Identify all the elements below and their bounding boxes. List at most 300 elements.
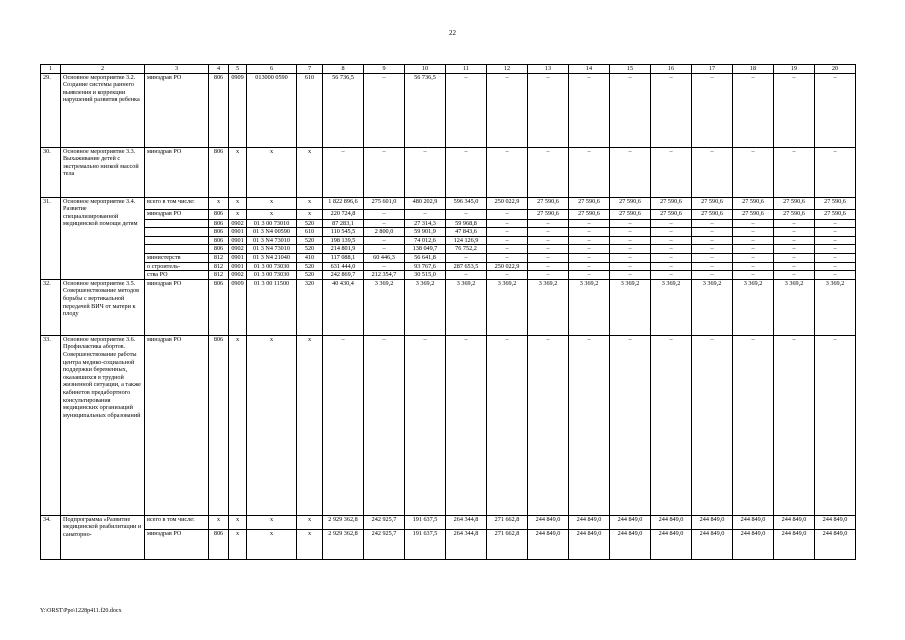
section-code: 0902 <box>229 271 247 280</box>
amount-cell: 244 849,0 <box>774 529 815 559</box>
amount-cell: – <box>528 335 569 515</box>
amount-cell: 30 515,0 <box>405 271 446 280</box>
amount-cell: – <box>815 73 856 147</box>
expense-type-code: 520 <box>297 236 323 245</box>
amount-cell: 40 430,4 <box>323 279 364 335</box>
executor: министерств <box>145 253 209 262</box>
amount-cell: – <box>815 236 856 245</box>
amount-cell: – <box>815 262 856 271</box>
column-number-header <box>41 65 856 74</box>
amount-cell: – <box>610 147 651 197</box>
amount-cell: 3 369,2 <box>774 279 815 335</box>
amount-cell: 76 752,2 <box>446 245 487 254</box>
amount-cell: – <box>815 245 856 254</box>
amount-cell: – <box>733 262 774 271</box>
executor: ства РО <box>145 271 209 280</box>
amount-cell: 3 369,2 <box>528 279 569 335</box>
amount-cell: – <box>364 219 405 228</box>
column-number: 13 <box>528 65 569 74</box>
amount-cell: – <box>323 335 364 515</box>
amount-cell: 117 088,1 <box>323 253 364 262</box>
amount-cell: 3 369,2 <box>815 279 856 335</box>
amount-cell: – <box>569 219 610 228</box>
amount-cell: – <box>774 236 815 245</box>
amount-cell: – <box>487 245 528 254</box>
amount-cell: – <box>733 335 774 515</box>
amount-cell: – <box>487 335 528 515</box>
amount-cell: – <box>610 335 651 515</box>
target-article-code: 01 3 00 11500 <box>247 279 297 335</box>
column-number: 20 <box>815 65 856 74</box>
column-number: 16 <box>651 65 692 74</box>
amount-cell: 198 139,5 <box>323 236 364 245</box>
amount-cell: – <box>815 219 856 228</box>
page-number: 22 <box>449 29 456 37</box>
amount-cell: – <box>323 147 364 197</box>
grbs-code: 806 <box>209 245 229 254</box>
amount-cell: – <box>651 228 692 237</box>
section-code: 0901 <box>229 236 247 245</box>
grbs-code: 806 <box>209 335 229 515</box>
amount-cell: – <box>651 271 692 280</box>
amount-cell: 212 354,7 <box>364 271 405 280</box>
amount-cell: 74 012,6 <box>405 236 446 245</box>
column-number: 7 <box>297 65 323 74</box>
amount-cell: 480 202,9 <box>405 197 446 209</box>
expense-type-code: x <box>297 529 323 559</box>
amount-cell: – <box>651 147 692 197</box>
target-article-code: x <box>247 529 297 559</box>
grbs-code: 806 <box>209 228 229 237</box>
amount-cell: 3 369,2 <box>651 279 692 335</box>
amount-cell: 244 849,0 <box>610 515 651 529</box>
target-article-code: 01 3 N4 73010 <box>247 236 297 245</box>
amount-cell: – <box>815 335 856 515</box>
program-name: Основное мероприятие 3.3. Выхаживание детей с экстремально низкой массой тела <box>61 147 145 197</box>
amount-cell: 60 446,3 <box>364 253 405 262</box>
amount-cell: – <box>733 245 774 254</box>
amount-cell: 271 662,8 <box>487 515 528 529</box>
amount-cell: 27 590,6 <box>692 209 733 219</box>
target-article-code: x <box>247 197 297 209</box>
executor: минздрав РО <box>145 73 209 147</box>
expense-type-code: x <box>297 209 323 219</box>
amount-cell: 2 800,0 <box>364 228 405 237</box>
table-row <box>41 335 856 515</box>
amount-cell: – <box>569 228 610 237</box>
amount-cell: – <box>364 245 405 254</box>
executor: минздрав РО <box>145 279 209 335</box>
amount-cell: – <box>815 228 856 237</box>
amount-cell: – <box>610 271 651 280</box>
amount-cell: – <box>528 271 569 280</box>
amount-cell: – <box>405 209 446 219</box>
amount-cell: 87 283,1 <box>323 219 364 228</box>
table-row <box>41 147 856 197</box>
expense-type-code: 520 <box>297 262 323 271</box>
table-row <box>41 253 856 262</box>
amount-cell: – <box>569 271 610 280</box>
amount-cell: 110 545,5 <box>323 228 364 237</box>
amount-cell: – <box>528 147 569 197</box>
column-number: 5 <box>229 65 247 74</box>
executor: всего в том числе: <box>145 515 209 529</box>
column-number: 1 <box>41 65 61 74</box>
grbs-code: 812 <box>209 271 229 280</box>
row-number: 34. <box>41 515 61 559</box>
amount-cell: 244 849,0 <box>651 515 692 529</box>
program-name: Подпрограмма «Развитие медицинской реабилитации и санаторно- <box>61 515 145 559</box>
amount-cell: 2 929 362,8 <box>323 529 364 559</box>
amount-cell: – <box>733 147 774 197</box>
section-code: 0909 <box>229 73 247 147</box>
amount-cell: 244 849,0 <box>569 515 610 529</box>
amount-cell: – <box>487 236 528 245</box>
amount-cell: – <box>733 271 774 280</box>
column-number: 10 <box>405 65 446 74</box>
amount-cell: 250 022,9 <box>487 262 528 271</box>
column-number: 6 <box>247 65 297 74</box>
column-number: 2 <box>61 65 145 74</box>
amount-cell: – <box>651 245 692 254</box>
amount-cell: – <box>446 253 487 262</box>
target-article-code: 013000 0590 <box>247 73 297 147</box>
amount-cell: 27 590,6 <box>610 197 651 209</box>
table-row <box>41 228 856 237</box>
amount-cell: – <box>528 245 569 254</box>
grbs-code: 806 <box>209 209 229 219</box>
section-code: 0901 <box>229 253 247 262</box>
amount-cell: – <box>692 219 733 228</box>
amount-cell: – <box>733 73 774 147</box>
expense-type-code: 320 <box>297 279 323 335</box>
amount-cell: – <box>651 73 692 147</box>
executor: минздрав РО <box>145 147 209 197</box>
section-code: x <box>229 515 247 529</box>
expense-type-code: x <box>297 197 323 209</box>
amount-cell: 2 929 362,8 <box>323 515 364 529</box>
amount-cell: – <box>651 253 692 262</box>
column-number: 18 <box>733 65 774 74</box>
target-article-code: 01 3 00 73030 <box>247 271 297 280</box>
amount-cell: 27 590,6 <box>610 209 651 219</box>
amount-cell: 93 767,6 <box>405 262 446 271</box>
target-article-code: x <box>247 515 297 529</box>
amount-cell: – <box>569 335 610 515</box>
grbs-code: 806 <box>209 219 229 228</box>
amount-cell: 264 344,8 <box>446 515 487 529</box>
row-number: 30. <box>41 147 61 197</box>
section-code: 0902 <box>229 219 247 228</box>
amount-cell: – <box>651 335 692 515</box>
row-number: 33. <box>41 335 61 515</box>
amount-cell: – <box>528 219 569 228</box>
column-number: 19 <box>774 65 815 74</box>
amount-cell: – <box>692 73 733 147</box>
amount-cell: – <box>610 228 651 237</box>
amount-cell: 244 849,0 <box>692 529 733 559</box>
amount-cell: 214 801,9 <box>323 245 364 254</box>
amount-cell: – <box>528 228 569 237</box>
amount-cell: 27 314,3 <box>405 219 446 228</box>
target-article-code: 01 3 N4 21040 <box>247 253 297 262</box>
expense-type-code: 520 <box>297 271 323 280</box>
amount-cell: – <box>651 219 692 228</box>
amount-cell: – <box>610 236 651 245</box>
file-path-footer: Y:\ORST\Ppo\1228p411.f20.docx <box>40 608 122 614</box>
amount-cell: 1 822 896,6 <box>323 197 364 209</box>
amount-cell: 250 022,9 <box>487 197 528 209</box>
amount-cell: – <box>487 228 528 237</box>
amount-cell: 27 590,6 <box>733 209 774 219</box>
amount-cell: – <box>774 228 815 237</box>
row-number: 29. <box>41 73 61 147</box>
expense-type-code: x <box>297 147 323 197</box>
amount-cell: 27 590,6 <box>774 209 815 219</box>
program-name: Основное мероприятие 3.2. Создание системы раннего выявления и коррекции нарушений развития ребенка <box>61 73 145 147</box>
expense-type-code: 610 <box>297 228 323 237</box>
amount-cell: – <box>446 73 487 147</box>
amount-cell: 3 369,2 <box>610 279 651 335</box>
amount-cell: 3 369,2 <box>446 279 487 335</box>
amount-cell: 56 736,5 <box>323 73 364 147</box>
table-row <box>41 271 856 280</box>
table-row <box>41 279 856 335</box>
amount-cell: 27 590,6 <box>651 197 692 209</box>
grbs-code: 806 <box>209 236 229 245</box>
amount-cell: – <box>815 147 856 197</box>
amount-cell: 27 590,6 <box>774 197 815 209</box>
table-row <box>41 197 856 209</box>
grbs-code: 806 <box>209 279 229 335</box>
amount-cell: 27 590,6 <box>528 209 569 219</box>
program-name: Основное мероприятие 3.5. Совершенствование методов борьбы с вертикальной передачей ВИЧ от матери к плоду <box>61 279 145 335</box>
amount-cell: – <box>774 271 815 280</box>
amount-cell: – <box>692 236 733 245</box>
expense-type-code: x <box>297 515 323 529</box>
amount-cell: – <box>569 147 610 197</box>
column-number: 3 <box>145 65 209 74</box>
amount-cell: – <box>569 73 610 147</box>
amount-cell: – <box>610 73 651 147</box>
amount-cell: 27 590,6 <box>733 197 774 209</box>
target-article-code: x <box>247 335 297 515</box>
table-row <box>41 219 856 228</box>
amount-cell: 27 590,6 <box>815 209 856 219</box>
amount-cell: – <box>364 147 405 197</box>
amount-cell: – <box>569 245 610 254</box>
target-article-code: 01 3 N4 00590 <box>247 228 297 237</box>
row-number: 32. <box>41 279 61 335</box>
amount-cell: – <box>815 271 856 280</box>
amount-cell: 244 849,0 <box>815 515 856 529</box>
column-number: 8 <box>323 65 364 74</box>
amount-cell: – <box>364 236 405 245</box>
amount-cell: 271 662,8 <box>487 529 528 559</box>
grbs-code: 812 <box>209 253 229 262</box>
amount-cell: – <box>528 236 569 245</box>
column-number: 9 <box>364 65 405 74</box>
expense-type-code: 520 <box>297 245 323 254</box>
table-row <box>41 515 856 529</box>
amount-cell: 264 344,8 <box>446 529 487 559</box>
column-number: 14 <box>569 65 610 74</box>
amount-cell: – <box>405 147 446 197</box>
expense-type-code: 410 <box>297 253 323 262</box>
amount-cell: – <box>569 253 610 262</box>
grbs-code: 806 <box>209 147 229 197</box>
amount-cell: – <box>774 253 815 262</box>
executor <box>145 219 209 228</box>
target-article-code: 01 3 00 73010 <box>247 219 297 228</box>
table-row <box>41 529 856 559</box>
column-number: 12 <box>487 65 528 74</box>
amount-cell: 244 849,0 <box>733 529 774 559</box>
grbs-code: 812 <box>209 262 229 271</box>
executor: минздрав РО <box>145 209 209 219</box>
amount-cell: – <box>569 236 610 245</box>
amount-cell: 220 724,8 <box>323 209 364 219</box>
amount-cell: – <box>487 253 528 262</box>
amount-cell: – <box>733 219 774 228</box>
amount-cell: – <box>733 253 774 262</box>
amount-cell: 631 444,0 <box>323 262 364 271</box>
amount-cell: – <box>774 245 815 254</box>
amount-cell: 27 590,6 <box>569 197 610 209</box>
amount-cell: 3 369,2 <box>733 279 774 335</box>
section-code: x <box>229 209 247 219</box>
amount-cell: 244 849,0 <box>569 529 610 559</box>
amount-cell: 27 590,6 <box>815 197 856 209</box>
amount-cell: – <box>692 335 733 515</box>
amount-cell: 242 925,7 <box>364 515 405 529</box>
amount-cell: – <box>733 236 774 245</box>
amount-cell: – <box>446 147 487 197</box>
expense-type-code: 520 <box>297 219 323 228</box>
program-name: Основное мероприятие 3.4. Развитие специализированной медицинской помощи детям <box>61 197 145 279</box>
amount-cell: – <box>815 253 856 262</box>
amount-cell: 244 849,0 <box>774 515 815 529</box>
section-code: 0901 <box>229 262 247 271</box>
amount-cell: 191 637,5 <box>405 529 446 559</box>
section-code: x <box>229 147 247 197</box>
section-code: 0901 <box>229 228 247 237</box>
executor <box>145 245 209 254</box>
executor: всего в том числе: <box>145 197 209 209</box>
expense-type-code: 610 <box>297 73 323 147</box>
amount-cell: – <box>446 335 487 515</box>
amount-cell: 244 849,0 <box>651 529 692 559</box>
executor: о строитель- <box>145 262 209 271</box>
amount-cell: 242 869,7 <box>323 271 364 280</box>
amount-cell: 242 925,7 <box>364 529 405 559</box>
amount-cell: 244 849,0 <box>733 515 774 529</box>
amount-cell: 287 653,5 <box>446 262 487 271</box>
table-row <box>41 236 856 245</box>
amount-cell: – <box>692 253 733 262</box>
amount-cell: – <box>610 245 651 254</box>
grbs-code: x <box>209 515 229 529</box>
amount-cell: – <box>651 236 692 245</box>
amount-cell: 244 849,0 <box>528 529 569 559</box>
amount-cell: 3 369,2 <box>364 279 405 335</box>
amount-cell: 596 345,0 <box>446 197 487 209</box>
amount-cell: 27 590,6 <box>692 197 733 209</box>
table-row <box>41 245 856 254</box>
section-code: 0909 <box>229 279 247 335</box>
amount-cell: 3 369,2 <box>405 279 446 335</box>
budget-table <box>40 64 856 560</box>
amount-cell: 59 901,9 <box>405 228 446 237</box>
amount-cell: – <box>651 262 692 271</box>
amount-cell: – <box>446 271 487 280</box>
executor: минздрав РО <box>145 529 209 559</box>
amount-cell: 124 126,9 <box>446 236 487 245</box>
amount-cell: – <box>487 73 528 147</box>
amount-cell: – <box>692 228 733 237</box>
amount-cell: – <box>364 262 405 271</box>
column-number: 17 <box>692 65 733 74</box>
amount-cell: – <box>692 262 733 271</box>
amount-cell: – <box>528 253 569 262</box>
expense-type-code: x <box>297 335 323 515</box>
grbs-code: x <box>209 197 229 209</box>
amount-cell: – <box>364 73 405 147</box>
amount-cell: – <box>364 335 405 515</box>
amount-cell: – <box>692 147 733 197</box>
grbs-code: 806 <box>209 529 229 559</box>
amount-cell: 27 590,6 <box>528 197 569 209</box>
amount-cell: 27 590,6 <box>651 209 692 219</box>
amount-cell: 27 590,6 <box>569 209 610 219</box>
section-code: x <box>229 529 247 559</box>
target-article-code: x <box>247 209 297 219</box>
amount-cell: – <box>528 73 569 147</box>
amount-cell: 275 601,0 <box>364 197 405 209</box>
section-code: x <box>229 335 247 515</box>
amount-cell: – <box>446 209 487 219</box>
target-article-code: 01 3 N4 73010 <box>247 245 297 254</box>
amount-cell: 244 849,0 <box>610 529 651 559</box>
amount-cell: – <box>774 335 815 515</box>
column-number: 15 <box>610 65 651 74</box>
amount-cell: 3 369,2 <box>692 279 733 335</box>
amount-cell: – <box>487 209 528 219</box>
table-row <box>41 262 856 271</box>
table-row <box>41 209 856 219</box>
amount-cell: – <box>774 262 815 271</box>
amount-cell: 3 369,2 <box>487 279 528 335</box>
grbs-code: 806 <box>209 73 229 147</box>
amount-cell: 56 736,5 <box>405 73 446 147</box>
amount-cell: – <box>610 262 651 271</box>
target-article-code: 01 3 00 73030 <box>247 262 297 271</box>
amount-cell: 244 849,0 <box>815 529 856 559</box>
amount-cell: – <box>692 271 733 280</box>
amount-cell: – <box>774 147 815 197</box>
amount-cell: – <box>692 245 733 254</box>
amount-cell: – <box>487 147 528 197</box>
amount-cell: – <box>569 262 610 271</box>
program-name: Основное мероприятие 3.6. Профилактика абортов. Совершенствование работы центра медико-социальной поддержки беременных, оказавшихся в трудной жизненной ситуации, а также кабинетов предабортного консультирования медицинских организаций муниципальных образований <box>61 335 145 515</box>
executor <box>145 228 209 237</box>
table-row <box>41 73 856 147</box>
column-number: 4 <box>209 65 229 74</box>
amount-cell: – <box>528 262 569 271</box>
amount-cell: – <box>364 209 405 219</box>
amount-cell: – <box>610 219 651 228</box>
amount-cell: 244 849,0 <box>692 515 733 529</box>
